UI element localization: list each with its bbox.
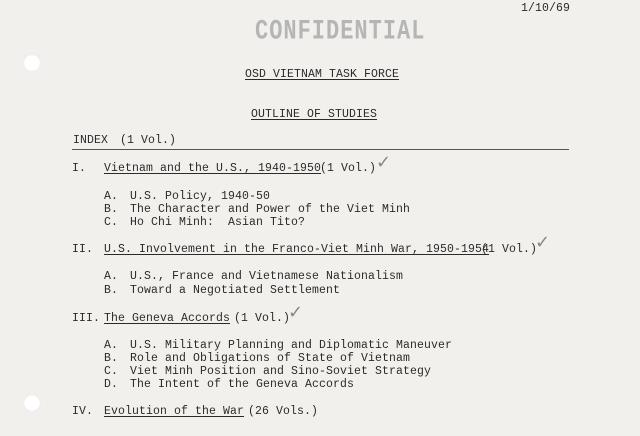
section-2-check: ✓ (535, 232, 551, 253)
section-3-check: ✓ (288, 302, 304, 323)
document-title: OSD VIETNAM TASK FORCE (245, 68, 400, 81)
index-label: INDEX (73, 134, 109, 147)
document-subtitle: OUTLINE OF STUDIES (251, 108, 378, 121)
punch-hole-bottom (23, 394, 41, 412)
section-3-item-b-letter: B. (104, 352, 119, 365)
section-4-title: Evolution of the War (104, 405, 245, 418)
section-2-item-a-text: U.S., France and Vietnamese Nationalism (130, 270, 404, 283)
section-3-numeral: III. (72, 312, 101, 325)
section-2-title: U.S. Involvement in the Franco-Viet Minh War, 1950-1954 (104, 243, 490, 256)
section-3-item-c-text: Viet Minh Position and Sino-Soviet Strategy (130, 365, 432, 378)
section-3-item-b-text: Role and Obligations of State of Vietnam (130, 352, 411, 365)
section-4-vols: (26 Vols.) (248, 405, 319, 418)
section-3-title: The Geneva Accords (104, 312, 231, 325)
section-1-numeral: I. (72, 162, 87, 175)
section-1-title: Vietnam and the U.S., 1940-1950 (104, 162, 322, 175)
section-3-item-d-letter: D. (104, 378, 119, 391)
index-vols: (1 Vol.) (120, 134, 177, 147)
section-1-item-a-letter: A. (104, 190, 119, 203)
document-date: 1/10/69 (521, 2, 571, 15)
section-3-item-a-text: U.S. Military Planning and Diplomatic Maneuver (130, 339, 453, 352)
section-3-item-c-letter: C. (104, 365, 119, 378)
section-1-check: ✓ (376, 152, 392, 173)
section-1-item-c-letter: C. (104, 216, 119, 229)
section-3-item-d-text: The Intent of the Geneva Accords (130, 378, 355, 391)
section-2-item-b-text: Toward a Negotiated Settlement (130, 284, 341, 297)
section-1-item-b-text: The Character and Power of the Viet Minh (130, 203, 411, 216)
section-3-item-a-letter: A. (104, 339, 119, 352)
section-2-vols: (1 Vol.) (481, 243, 538, 256)
section-2-numeral: II. (72, 243, 94, 256)
punch-hole-top (23, 54, 41, 72)
section-1-item-c-text: Ho Chi Minh: Asian Tito? (130, 216, 306, 229)
section-1-item-a-text: U.S. Policy, 1940-50 (130, 190, 271, 203)
section-2-item-b-letter: B. (104, 284, 119, 297)
section-2-item-a-letter: A. (104, 270, 119, 283)
index-rule (72, 149, 569, 150)
section-3-vols: (1 Vol.) (234, 312, 291, 325)
section-1-vols: (1 Vol.) (320, 162, 377, 175)
section-1-item-b-letter: B. (104, 203, 119, 216)
classification-stamp: CONFIDENTIAL (255, 15, 426, 48)
section-4-numeral: IV. (72, 405, 94, 418)
